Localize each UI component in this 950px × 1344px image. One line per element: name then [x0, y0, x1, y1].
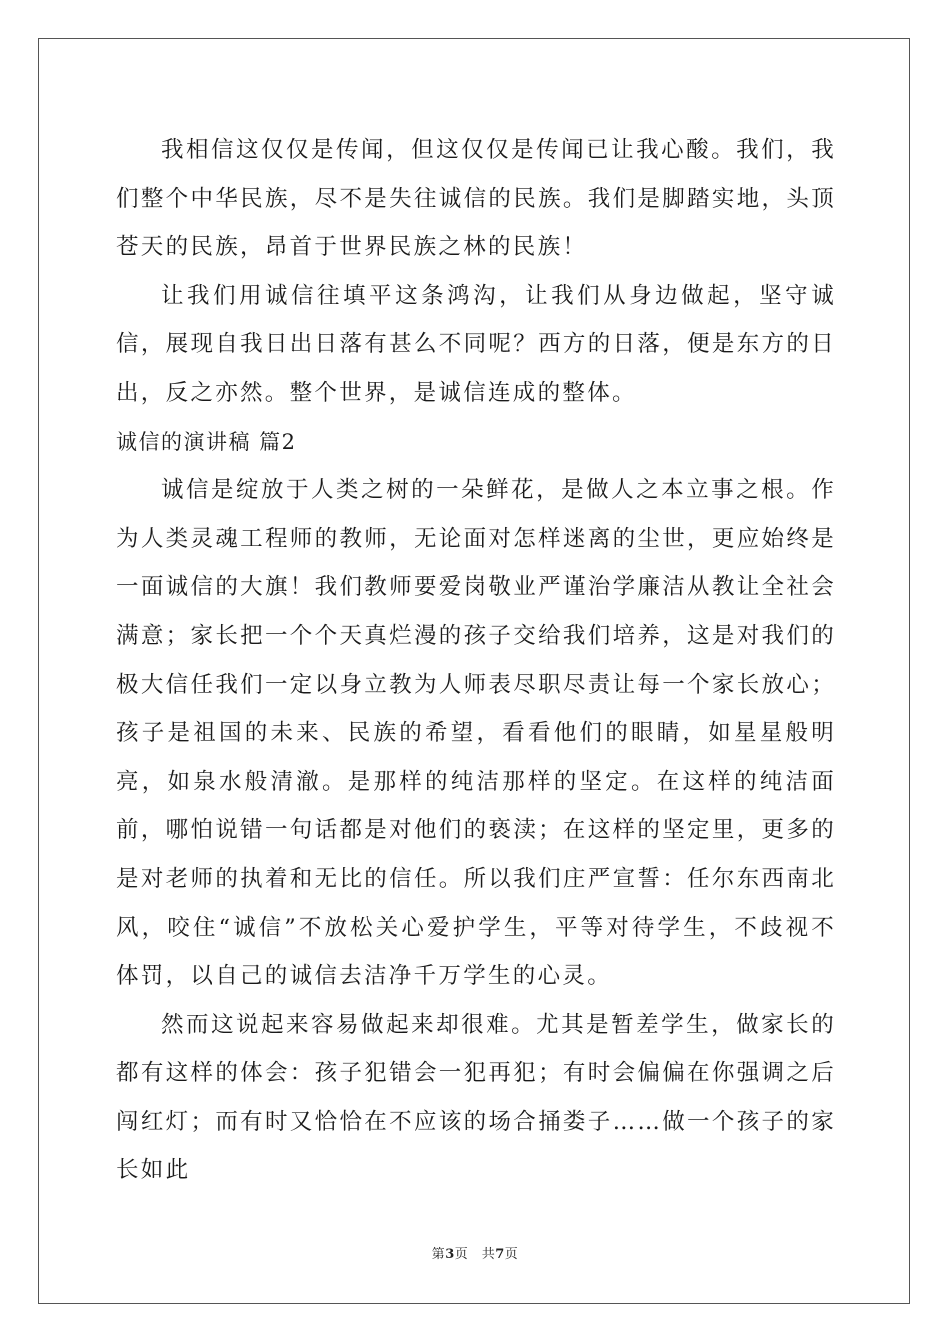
footer-suffix: 页 [504, 1247, 519, 1262]
section-heading: 诚信的演讲稿 篇2 [116, 429, 297, 454]
footer-mid: 页 共 [454, 1247, 496, 1262]
paragraph-1: 我相信这仅仅是传闻，但这仅仅是传闻已让我心酸。我们，我们整个中华民族，尽不是失往诚信的民族。我们是脚踏实地，头顶苍天的民族，昂首于世界民族之林的民族！ [116, 137, 836, 261]
paragraph-4: 然而这说起来容易做起来却很难。尤其是暂差学生，做家长的都有这样的体会：孩子犯错会一犯再犯；有时会偏偏在你强调之后闯红灯；而有时又恰恰在不应该的场合捅娄子……做一个孩子的家长如此 [116, 1011, 836, 1184]
footer-prefix: 第 [431, 1247, 446, 1262]
document-body [116, 126, 836, 1195]
paragraph-3: 诚信是绽放于人类之树的一朵鲜花，是做人之本立事之根。作为人类灵魂工程师的教师，无论面对怎样迷离的尘世，更应始终是一面诚信的大旗！我们教师要爱岗敬业严谨治学廉洁从教让全社会满意；家长把一个个天真烂漫的孩子交给我们培养，这是对我们的极大信任我们一定以身立教为人师表尽职尽责让每一个家长放心；孩子是祖国的未来、民族的希望，看看他们的眼睛，如星星般明亮，如泉水般清澈。是那样的纯洁那样的坚定。在这样的纯洁面前，哪怕说错一句话都是对他们的亵渎；在这样的坚定里，更多的是对老师的执着和无比的信任。所以我们庄严宣誓：任尔东西南北风，咬住“诚信”不放松关心爱护学生，平等对待学生，不歧视不体罚，以自己的诚信去洁净千万学生的心灵。 [116, 477, 836, 990]
paragraph-2: 让我们用诚信往填平这条鸿沟，让我们从身边做起，坚守诚信，展现自我日出日落有甚么不同呢？西方的日落，便是东方的日出，反之亦然。整个世界，是诚信连成的整体。 [116, 282, 836, 406]
page-footer [0, 1243, 950, 1262]
footer-total-pages: 7 [495, 1247, 505, 1262]
footer-current-page: 3 [445, 1247, 455, 1262]
